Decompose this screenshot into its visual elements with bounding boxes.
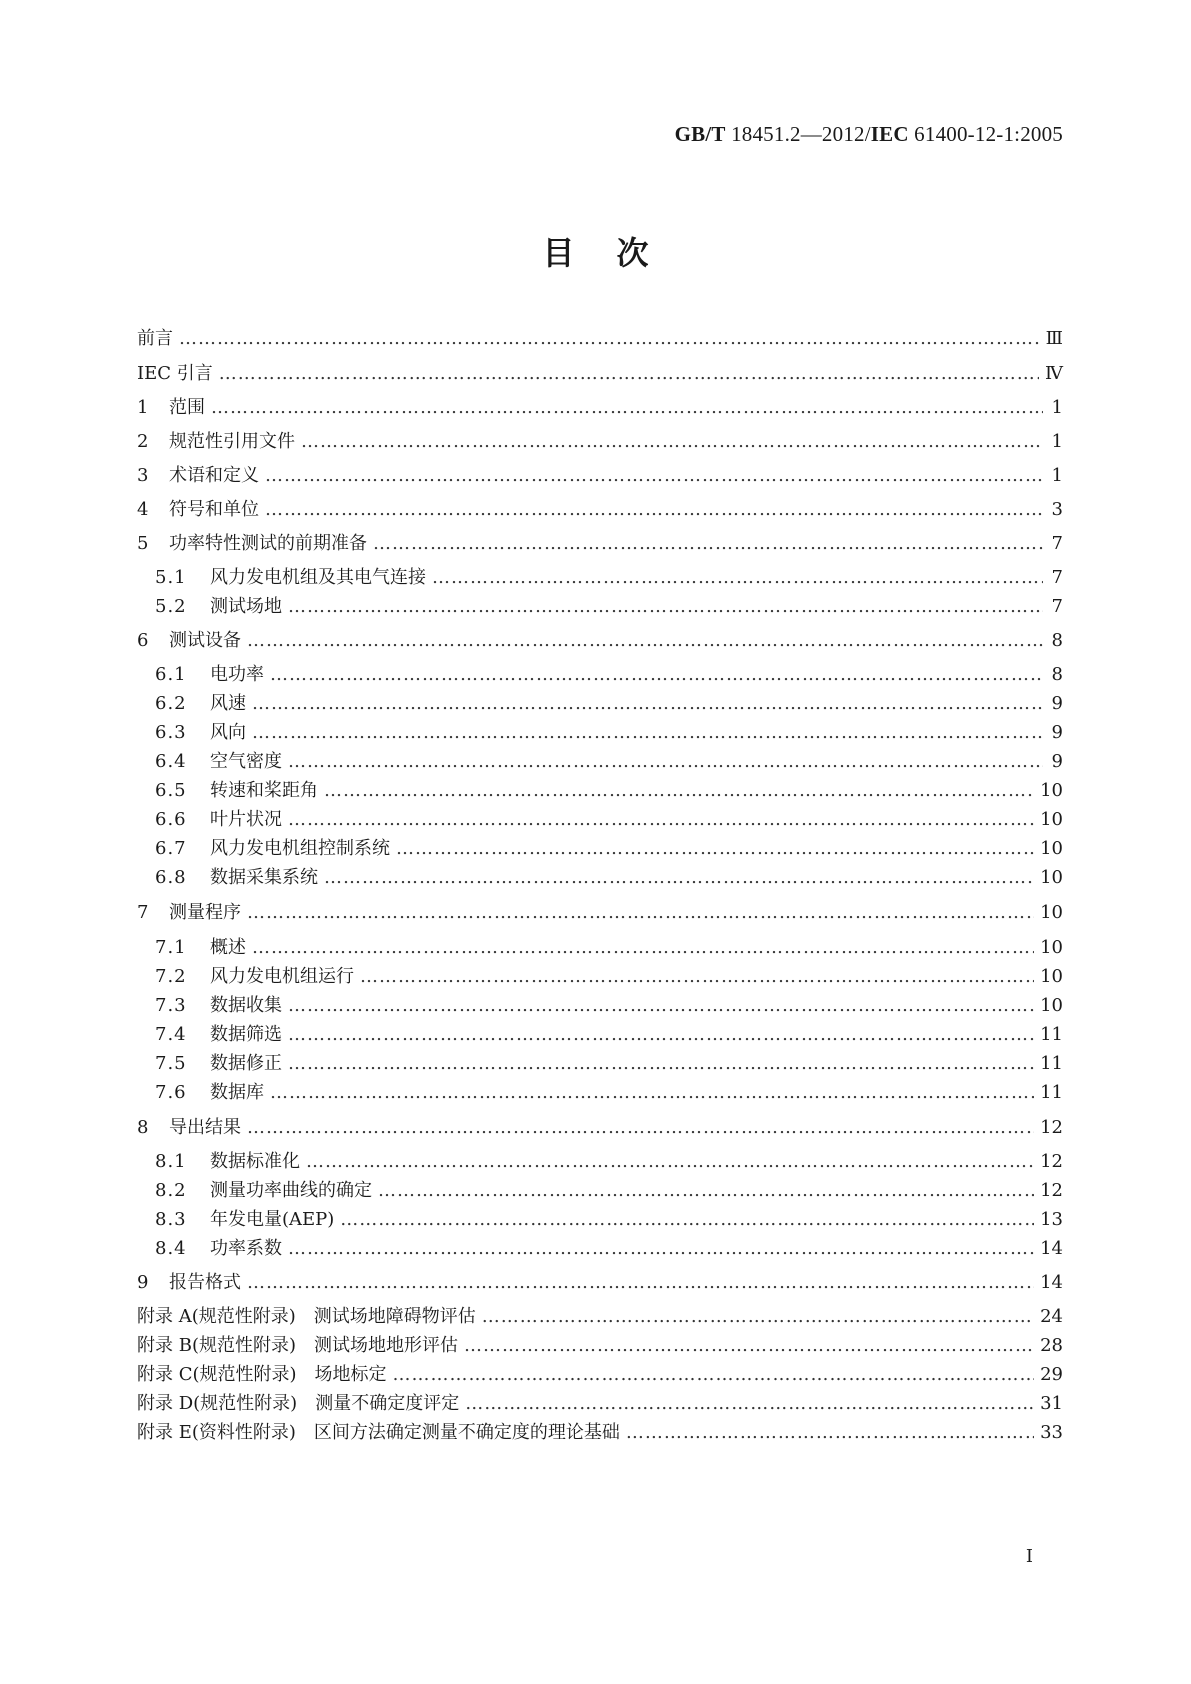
toc-leader-dots bbox=[179, 328, 1040, 349]
toc-entry[interactable] bbox=[137, 1268, 1063, 1296]
toc-entry-number: 7.4 bbox=[155, 1024, 187, 1045]
toc-entry-label: 数据修正 bbox=[210, 1053, 282, 1074]
toc-entry-page: 24 bbox=[1040, 1306, 1063, 1327]
toc-entry-page: 12 bbox=[1040, 1151, 1063, 1172]
toc-leader-dots bbox=[301, 431, 1043, 452]
toc-leader-dots bbox=[360, 966, 1034, 987]
toc-entry[interactable] bbox=[137, 1360, 1063, 1388]
toc-leader-dots bbox=[252, 937, 1034, 958]
toc-entry-label: 功率系数 bbox=[210, 1238, 282, 1259]
toc-entry-number: 5.1 bbox=[155, 567, 187, 588]
toc-entry-page: 7 bbox=[1051, 596, 1063, 617]
toc-entry-page: 9 bbox=[1051, 751, 1063, 772]
toc-leader-dots bbox=[211, 397, 1043, 418]
toc-entry-page: 10 bbox=[1040, 966, 1063, 987]
toc-entry-label: 数据筛选 bbox=[210, 1024, 282, 1045]
toc-entry-number: 6.2 bbox=[155, 693, 187, 714]
toc-entry-label: 概述 bbox=[210, 937, 246, 958]
toc-entry-page: 1 bbox=[1051, 465, 1063, 486]
toc-entry-page: 12 bbox=[1040, 1117, 1063, 1138]
iec-number: 61400-12-1:2005 bbox=[914, 122, 1063, 146]
toc-entry-page: 10 bbox=[1040, 937, 1063, 958]
toc-entry[interactable] bbox=[137, 1049, 1063, 1077]
toc-entry-page: 1 bbox=[1051, 431, 1063, 452]
toc-entry-label: 前言 bbox=[137, 328, 173, 349]
toc-leader-dots bbox=[306, 1151, 1034, 1172]
toc-entry-label: 数据库 bbox=[210, 1082, 264, 1103]
toc-entry-number: 8.2 bbox=[155, 1180, 187, 1201]
toc-leader-dots bbox=[252, 722, 1043, 743]
toc-entry-label: 附录 B(规范性附录) 测试场地地形评估 bbox=[137, 1335, 458, 1356]
toc-entry-page: 10 bbox=[1040, 809, 1063, 830]
toc-leader-dots bbox=[247, 1272, 1034, 1293]
toc-entry-number: 8.1 bbox=[155, 1151, 187, 1172]
toc-leader-dots bbox=[626, 1422, 1034, 1443]
toc-entry-number: 3 bbox=[137, 465, 149, 486]
toc-entry[interactable] bbox=[137, 626, 1063, 654]
toc-entry[interactable] bbox=[137, 427, 1063, 455]
toc-leader-dots bbox=[482, 1306, 1034, 1327]
toc-entry-label: 附录 C(规范性附录) 场地标定 bbox=[137, 1364, 387, 1385]
toc-entry[interactable] bbox=[137, 933, 1063, 961]
toc-entry-page: 3 bbox=[1051, 499, 1063, 520]
toc-entry-page: 9 bbox=[1051, 722, 1063, 743]
toc-entry-label: 符号和单位 bbox=[169, 499, 259, 520]
toc-entry-page: 31 bbox=[1040, 1393, 1063, 1414]
iec-prefix: IEC bbox=[870, 122, 909, 146]
toc-entry-number: 9 bbox=[137, 1272, 149, 1293]
toc-entry-page: 8 bbox=[1051, 630, 1063, 651]
toc-entry-number: 6.7 bbox=[155, 838, 187, 859]
toc-entry-page: 9 bbox=[1051, 693, 1063, 714]
toc-entry[interactable] bbox=[137, 1113, 1063, 1141]
toc-entry-number: 7.1 bbox=[155, 937, 187, 958]
toc-entry[interactable] bbox=[137, 1302, 1063, 1330]
toc-entry[interactable] bbox=[137, 805, 1063, 833]
toc-leader-dots bbox=[464, 1335, 1034, 1356]
toc-entry-page: 7 bbox=[1051, 567, 1063, 588]
toc-leader-dots bbox=[393, 1364, 1035, 1385]
toc-leader-dots bbox=[340, 1209, 1034, 1230]
toc-entry-number: 6 bbox=[137, 630, 149, 651]
toc-entry-number: 7.3 bbox=[155, 995, 187, 1016]
toc-entry[interactable] bbox=[137, 1078, 1063, 1106]
toc-entry-number: 6.6 bbox=[155, 809, 187, 830]
toc-entry-number: 6.1 bbox=[155, 664, 187, 685]
toc-leader-dots bbox=[373, 533, 1043, 554]
toc-entry-label: 范围 bbox=[169, 397, 205, 418]
toc-entry-page: 13 bbox=[1040, 1209, 1063, 1230]
toc-leader-dots bbox=[465, 1393, 1034, 1414]
toc-leader-dots bbox=[288, 995, 1034, 1016]
toc-entry-label: 测试场地 bbox=[210, 596, 282, 617]
toc-leader-dots bbox=[270, 1082, 1034, 1103]
toc-leader-dots bbox=[219, 363, 1039, 384]
toc-entry[interactable] bbox=[137, 563, 1063, 591]
toc-entry-number: 6.5 bbox=[155, 780, 187, 801]
toc-leader-dots bbox=[247, 902, 1034, 923]
toc-entry-page: 10 bbox=[1040, 867, 1063, 888]
toc-leader-dots bbox=[288, 1238, 1034, 1259]
std-prefix: GB/T bbox=[674, 122, 726, 146]
toc-entry-page: Ⅲ bbox=[1045, 328, 1063, 349]
toc-entry-number: 7.6 bbox=[155, 1082, 187, 1103]
toc-entry[interactable] bbox=[137, 529, 1063, 557]
toc-entry[interactable] bbox=[137, 393, 1063, 421]
toc-leader-dots bbox=[432, 567, 1043, 588]
toc-entry[interactable] bbox=[137, 461, 1063, 489]
toc-entry-page: 12 bbox=[1040, 1180, 1063, 1201]
toc-entry[interactable] bbox=[137, 1234, 1063, 1262]
toc-entry[interactable] bbox=[137, 1418, 1063, 1446]
toc-entry[interactable] bbox=[137, 962, 1063, 990]
toc-entry[interactable] bbox=[137, 592, 1063, 620]
toc-entry-page: 28 bbox=[1040, 1335, 1063, 1356]
page-number: I bbox=[1025, 1546, 1033, 1567]
std-number: 18451.2—2012/ bbox=[731, 122, 871, 146]
toc-entry-number: 6.3 bbox=[155, 722, 187, 743]
toc-entry[interactable] bbox=[137, 1389, 1063, 1417]
toc-entry-number: 4 bbox=[137, 499, 149, 520]
toc-leader-dots bbox=[270, 664, 1043, 685]
toc-leader-dots bbox=[247, 1117, 1034, 1138]
toc-entry-page: 33 bbox=[1040, 1422, 1063, 1443]
toc-entry-page: 29 bbox=[1040, 1364, 1063, 1385]
toc-entry-label: 叶片状况 bbox=[210, 809, 282, 830]
toc-leader-dots bbox=[288, 1053, 1034, 1074]
toc-entry-label: 风力发电机组及其电气连接 bbox=[210, 567, 426, 588]
toc-entry-label: 数据标准化 bbox=[210, 1151, 300, 1172]
toc-entry[interactable] bbox=[137, 834, 1063, 862]
toc-entry-number: 7.5 bbox=[155, 1053, 187, 1074]
toc-leader-dots bbox=[288, 596, 1043, 617]
toc-entry-number: 7.2 bbox=[155, 966, 187, 987]
standard-code-header bbox=[675, 122, 1063, 147]
toc-entry-label: IEC 引言 bbox=[137, 363, 213, 384]
toc-entry-page: 11 bbox=[1040, 1053, 1063, 1074]
toc-entry-label: 附录 E(资料性附录) 区间方法确定测量不确定度的理论基础 bbox=[137, 1422, 620, 1443]
toc-leader-dots bbox=[247, 630, 1043, 651]
toc-entry[interactable] bbox=[137, 747, 1063, 775]
toc-entry[interactable] bbox=[137, 359, 1063, 387]
toc-leader-dots bbox=[288, 809, 1034, 830]
toc-entry-label: 测量程序 bbox=[169, 902, 241, 923]
toc-entry-page: 8 bbox=[1051, 664, 1063, 685]
toc-entry[interactable] bbox=[137, 718, 1063, 746]
toc-entry-page: Ⅳ bbox=[1045, 363, 1063, 384]
toc-entry-label: 空气密度 bbox=[210, 751, 282, 772]
toc-entry-label: 测试设备 bbox=[169, 630, 241, 651]
toc-entry-page: 10 bbox=[1040, 780, 1063, 801]
toc-entry[interactable] bbox=[137, 863, 1063, 891]
toc-entry-page: 14 bbox=[1040, 1272, 1063, 1293]
toc-entry-number: 7 bbox=[137, 902, 149, 923]
toc-entry-label: 附录 A(规范性附录) 测试场地障碍物评估 bbox=[137, 1306, 476, 1327]
toc-entry-label: 风力发电机组运行 bbox=[210, 966, 354, 987]
toc-entry-page: 10 bbox=[1040, 902, 1063, 923]
toc-leader-dots bbox=[324, 780, 1034, 801]
toc-entry[interactable] bbox=[137, 991, 1063, 1019]
toc-entry[interactable] bbox=[137, 1205, 1063, 1233]
toc-entry-page: 14 bbox=[1040, 1238, 1063, 1259]
toc-entry-label: 报告格式 bbox=[169, 1272, 241, 1293]
toc-entry-number: 5 bbox=[137, 533, 149, 554]
toc-entry-page: 11 bbox=[1040, 1082, 1063, 1103]
toc-entry-label: 规范性引用文件 bbox=[169, 431, 295, 452]
toc-entry-label: 转速和桨距角 bbox=[210, 780, 318, 801]
toc-entry-label: 测量功率曲线的确定 bbox=[210, 1180, 372, 1201]
toc-entry[interactable] bbox=[137, 1147, 1063, 1175]
toc-entry-page: 11 bbox=[1040, 1024, 1063, 1045]
toc-leader-dots bbox=[324, 867, 1034, 888]
toc-leader-dots bbox=[288, 751, 1043, 772]
toc-entry-number: 8.3 bbox=[155, 1209, 187, 1230]
toc-entry-label: 术语和定义 bbox=[169, 465, 259, 486]
toc-entry-number: 5.2 bbox=[155, 596, 187, 617]
toc-entry[interactable] bbox=[137, 495, 1063, 523]
toc-entry[interactable] bbox=[137, 689, 1063, 717]
toc-entry-number: 6.8 bbox=[155, 867, 187, 888]
toc-leader-dots bbox=[252, 693, 1043, 714]
toc-entry[interactable] bbox=[137, 660, 1063, 688]
toc-entry-label: 电功率 bbox=[210, 664, 264, 685]
toc-entry-label: 功率特性测试的前期准备 bbox=[169, 533, 367, 554]
toc-leader-dots bbox=[265, 499, 1043, 520]
toc-entry-page: 10 bbox=[1040, 995, 1063, 1016]
toc-entry[interactable] bbox=[137, 898, 1063, 926]
toc-entry[interactable] bbox=[137, 324, 1063, 352]
page-title: 目次 bbox=[542, 234, 691, 272]
toc-entry-page: 10 bbox=[1040, 838, 1063, 859]
toc-entry-page: 7 bbox=[1051, 533, 1063, 554]
toc-entry-number: 8 bbox=[137, 1117, 149, 1138]
toc-entry-label: 附录 D(规范性附录) 测量不确定度评定 bbox=[137, 1393, 460, 1414]
toc-entry-label: 数据采集系统 bbox=[210, 867, 318, 888]
toc-entry-label: 风向 bbox=[210, 722, 246, 743]
toc-entry[interactable] bbox=[137, 1176, 1063, 1204]
toc-leader-dots bbox=[378, 1180, 1034, 1201]
toc-entry[interactable] bbox=[137, 1331, 1063, 1359]
toc-entry-number: 2 bbox=[137, 431, 149, 452]
toc-leader-dots bbox=[288, 1024, 1034, 1045]
toc-entry-number: 8.4 bbox=[155, 1238, 187, 1259]
toc-entry-label: 导出结果 bbox=[169, 1117, 241, 1138]
toc-entry-number: 1 bbox=[137, 397, 149, 418]
toc-entry[interactable] bbox=[137, 1020, 1063, 1048]
toc-entry-label: 数据收集 bbox=[210, 995, 282, 1016]
toc-leader-dots bbox=[265, 465, 1043, 486]
toc-entry-label: 年发电量(AEP) bbox=[210, 1209, 335, 1230]
toc-entry-page: 1 bbox=[1051, 397, 1063, 418]
toc-entry-label: 风速 bbox=[210, 693, 246, 714]
toc-entry-label: 风力发电机组控制系统 bbox=[210, 838, 390, 859]
toc-entry[interactable] bbox=[137, 776, 1063, 804]
toc-leader-dots bbox=[396, 838, 1034, 859]
toc-entry-number: 6.4 bbox=[155, 751, 187, 772]
